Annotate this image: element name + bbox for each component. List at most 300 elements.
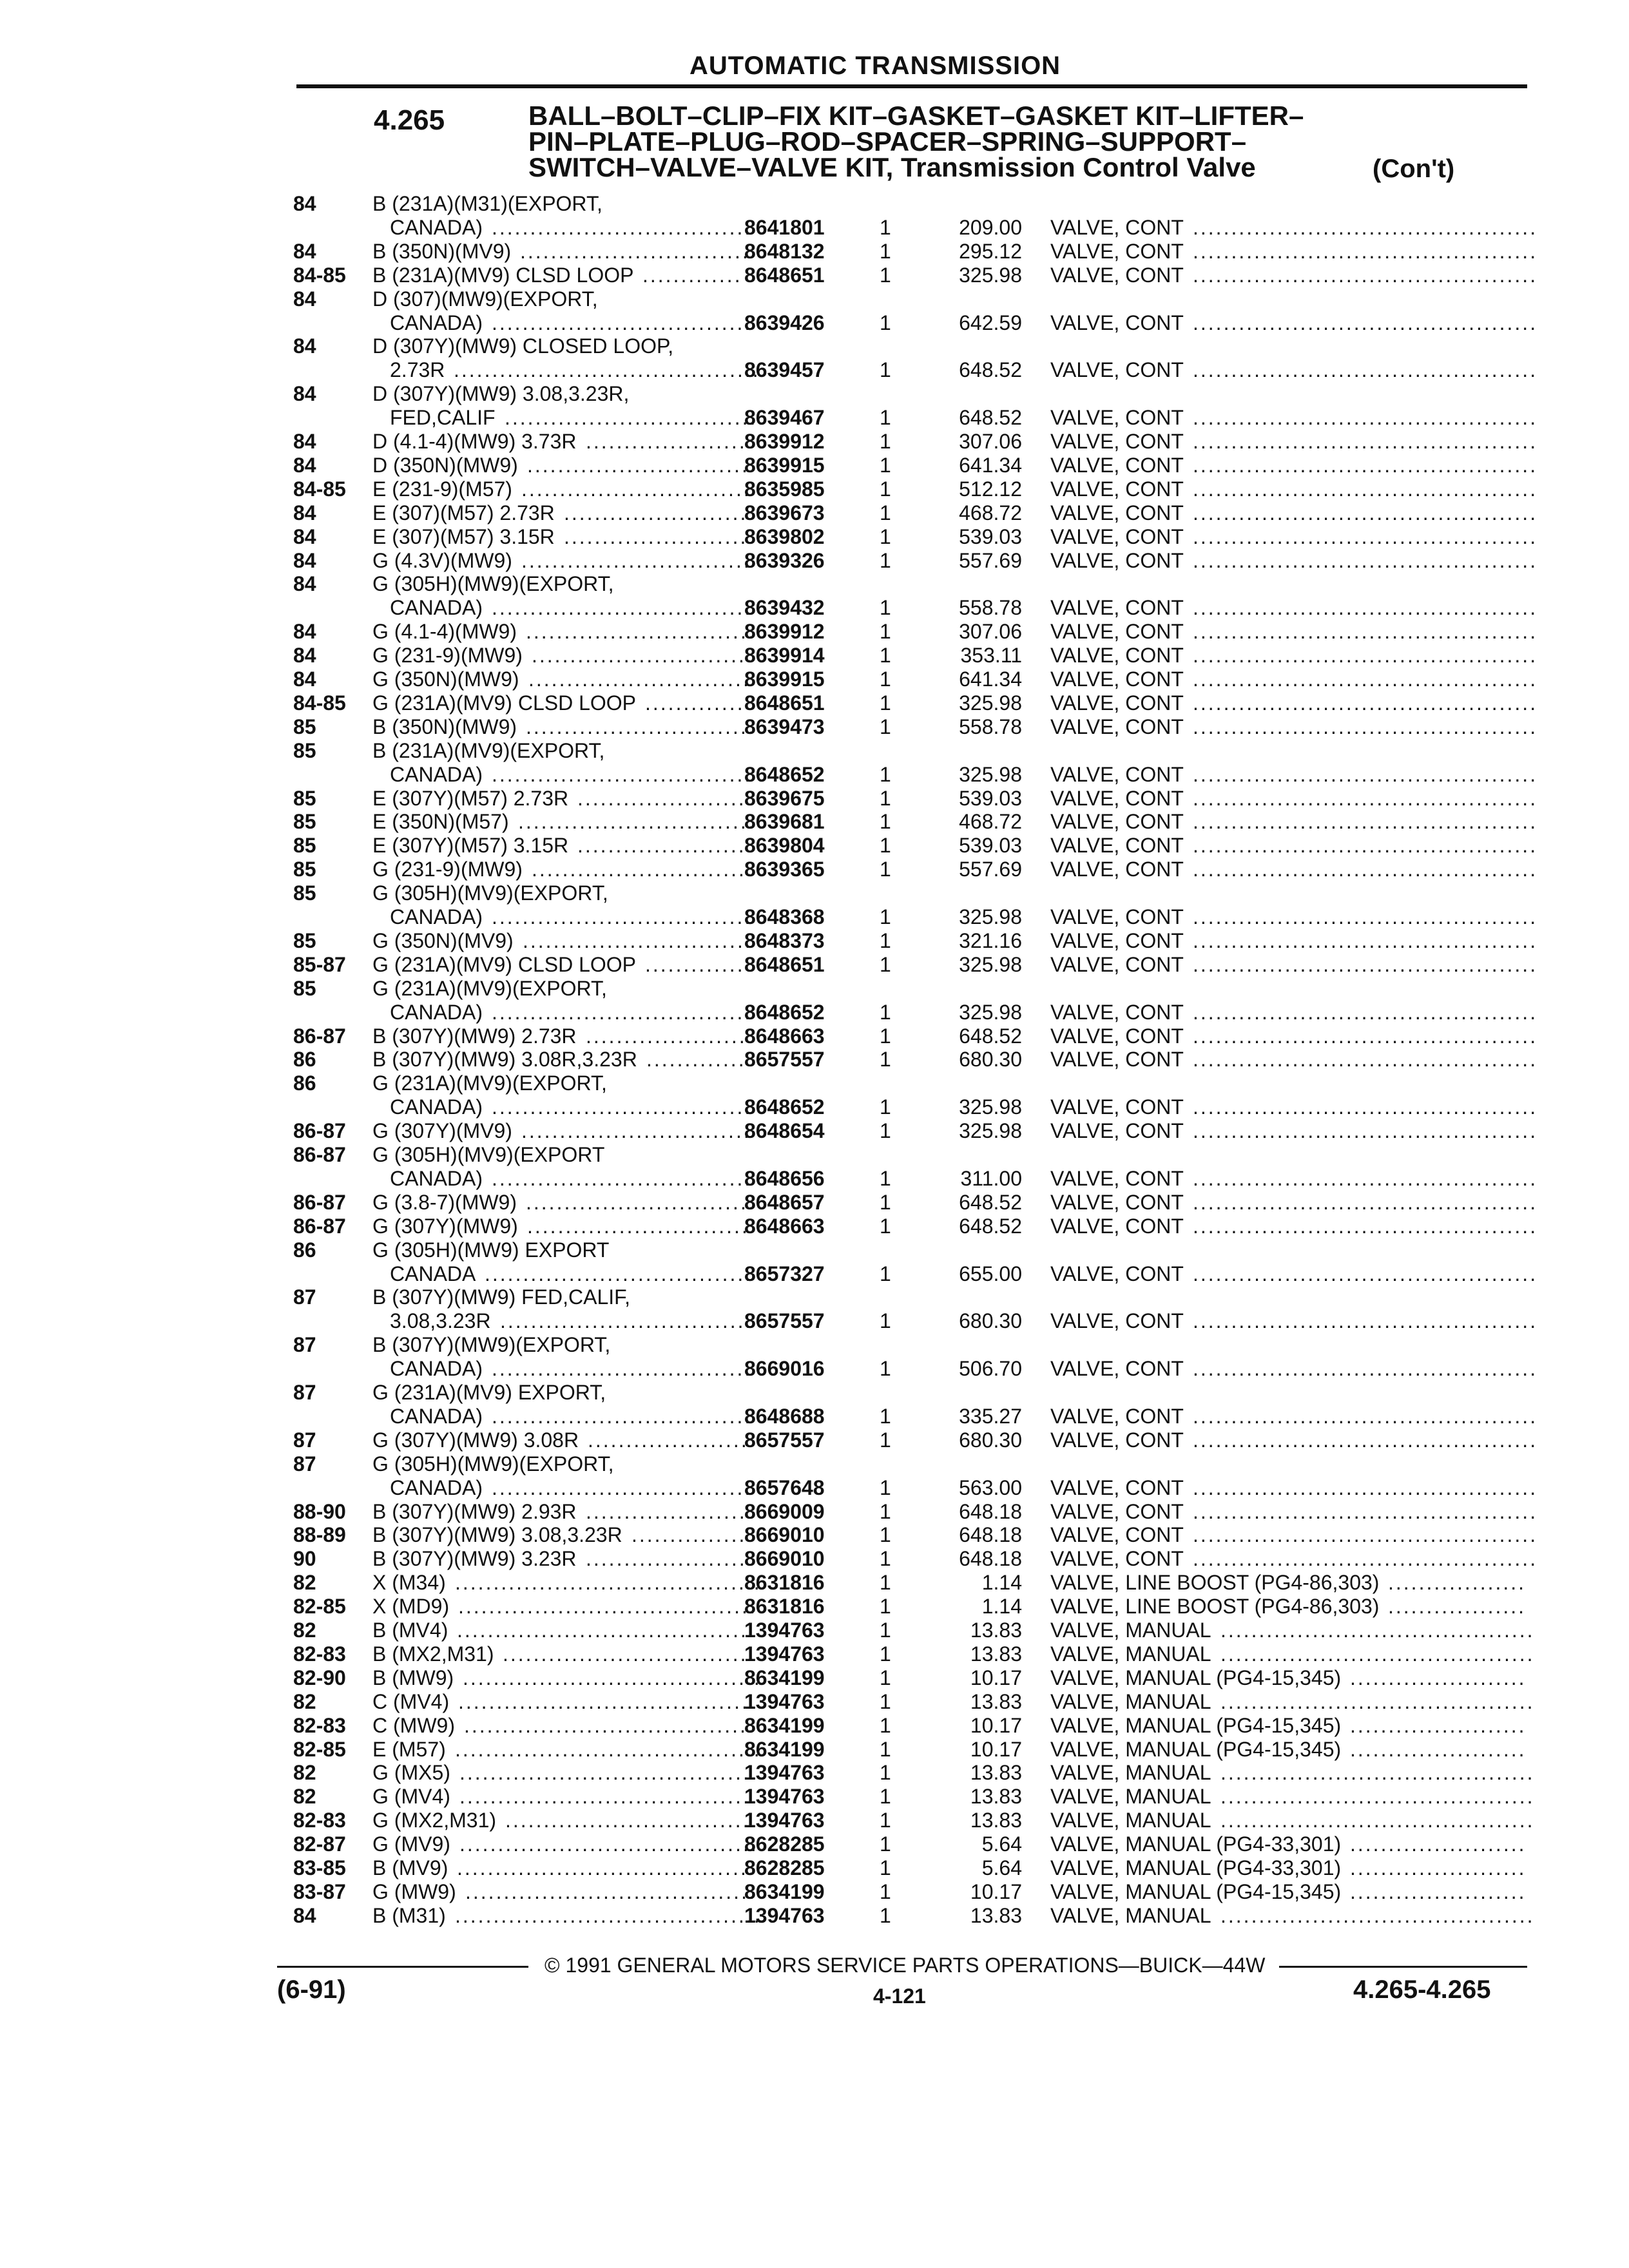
row-part-number: 8635985 [744, 477, 825, 501]
row-part-name: VALVE, CONT [1050, 1214, 1184, 1238]
row-quantity: 1 [880, 1737, 891, 1761]
table-row [0, 216, 1629, 240]
row-part-number: 8639915 [744, 668, 825, 691]
row-part-name: VALVE, MANUAL [1050, 1809, 1211, 1832]
row-quantity: 1 [880, 1903, 891, 1927]
leader-dots: ............................................. [1193, 1499, 1538, 1523]
row-price: 539.03 [959, 834, 1022, 858]
row-part-number: 1394763 [744, 1619, 825, 1642]
row-description: G (3.8-7)(MW9) [372, 1190, 517, 1214]
row-description: D (307)(MW9)(EXPORT, [372, 287, 598, 311]
row-part-number: 8648656 [744, 1166, 825, 1190]
row-part-number: 8648652 [744, 762, 825, 786]
row-year: 84 [293, 501, 316, 524]
row-part-name: VALVE, MANUAL (PG4-33,301) [1050, 1856, 1342, 1879]
table-row [0, 1048, 1629, 1072]
row-description: E (307Y)(M57) 3.15R [372, 834, 569, 858]
row-price: 468.72 [959, 810, 1022, 834]
footer-page-number: 4-121 [873, 1984, 926, 2008]
row-part-name: VALVE, CONT [1050, 644, 1184, 668]
row-description: E (M57) [372, 1737, 446, 1761]
table-row [0, 596, 1629, 620]
row-quantity: 1 [880, 928, 891, 952]
row-price: 648.18 [959, 1547, 1022, 1571]
row-year: 82 [293, 1689, 316, 1713]
leader-dots: ............................................. [1193, 406, 1538, 430]
row-price: 13.83 [970, 1761, 1022, 1785]
row-quantity: 1 [880, 1879, 891, 1903]
leader-dots: ............................. [532, 644, 754, 668]
row-part-number: 8657557 [744, 1309, 825, 1333]
row-part-name: VALVE, CONT [1050, 1428, 1184, 1452]
leader-dots: ....................................... [457, 1856, 756, 1879]
footer-date: (6-91) [277, 1975, 346, 2004]
table-row [0, 929, 1629, 953]
leader-dots: ........................ [564, 501, 748, 524]
row-part-number: 8669010 [744, 1523, 825, 1547]
row-quantity: 1 [880, 311, 891, 334]
row-quantity: 1 [880, 430, 891, 453]
row-part-number: 1394763 [744, 1761, 825, 1785]
leader-dots: ............. [645, 691, 745, 715]
row-part-number: 8648654 [744, 1119, 825, 1143]
table-row [0, 691, 1629, 715]
row-part-name: VALVE, CONT [1050, 1262, 1184, 1285]
footer-section-ref: 4.265-4.265 [1353, 1975, 1491, 2004]
row-year: 82-90 [293, 1666, 346, 1689]
table-row [0, 192, 1629, 216]
leader-dots: .............................. [526, 715, 756, 738]
row-part-number: 8648652 [744, 1000, 825, 1024]
row-description-continued: 2.73R [390, 358, 445, 382]
leader-dots: ............................................. [1193, 810, 1538, 834]
row-quantity: 1 [880, 239, 891, 263]
row-price: 311.00 [960, 1166, 1022, 1190]
leader-dots: ............. [645, 952, 745, 976]
leader-dots: ....................... [1350, 1666, 1527, 1689]
row-part-number: 8648132 [744, 239, 825, 263]
row-year: 84 [293, 239, 316, 263]
row-price: 353.11 [960, 644, 1022, 668]
row-price: 539.03 [959, 786, 1022, 810]
row-part-number: 8639467 [744, 406, 825, 430]
row-part-number: 8669010 [744, 1547, 825, 1571]
row-price: 325.98 [959, 691, 1022, 715]
row-quantity: 1 [880, 1619, 891, 1642]
leader-dots: ............................................. [1193, 644, 1538, 668]
row-part-name: VALVE, MANUAL [1050, 1903, 1211, 1927]
row-quantity: 1 [880, 1785, 891, 1809]
leader-dots: ............. [646, 1048, 746, 1072]
row-description: G (4.1-4)(MW9) [372, 620, 517, 644]
table-row [0, 787, 1629, 811]
leader-dots: ............................................. [1193, 1475, 1538, 1499]
leader-dots: ....................................... [459, 1832, 758, 1856]
section-title [528, 103, 1304, 180]
table-row [0, 810, 1629, 834]
row-part-number: 8669009 [744, 1499, 825, 1523]
row-quantity: 1 [880, 1666, 891, 1689]
leader-dots: ............................................. [1193, 596, 1538, 620]
row-year: 82-85 [293, 1595, 346, 1619]
row-part-name: VALVE, CONT [1050, 1095, 1184, 1119]
row-year: 82 [293, 1571, 316, 1595]
row-description: G (MX5) [372, 1761, 450, 1785]
leader-dots: .............................. [521, 477, 751, 501]
row-year: 85 [293, 810, 316, 834]
row-part-number: 8639473 [744, 715, 825, 738]
row-part-name: VALVE, CONT [1050, 952, 1184, 976]
row-part-number: 8628285 [744, 1856, 825, 1879]
row-description-continued: CANADA) [390, 1357, 483, 1381]
row-price: 648.52 [959, 358, 1022, 382]
row-description: G (MV9) [372, 1832, 450, 1856]
row-price: 13.83 [970, 1642, 1022, 1666]
leader-dots: ............................................. [1193, 477, 1538, 501]
table-row [0, 763, 1629, 787]
leader-dots: ....................... [1350, 1713, 1527, 1737]
row-part-name: VALVE, CONT [1050, 239, 1184, 263]
row-price: 10.17 [970, 1666, 1022, 1689]
row-part-name: VALVE, CONT [1050, 263, 1184, 287]
table-row [0, 644, 1629, 668]
row-quantity: 1 [880, 358, 891, 382]
row-part-number: 8657557 [744, 1428, 825, 1452]
leader-dots: ......................................... [1220, 1642, 1535, 1666]
leader-dots: ............................................. [1193, 263, 1538, 287]
row-quantity: 1 [880, 1309, 891, 1333]
row-part-number: 8657557 [744, 1048, 825, 1072]
row-price: 648.18 [959, 1523, 1022, 1547]
row-description-continued: CANADA) [390, 762, 483, 786]
row-price: 557.69 [959, 548, 1022, 572]
row-price: 563.00 [959, 1475, 1022, 1499]
row-description: D (4.1-4)(MW9) 3.73R [372, 430, 577, 453]
leader-dots: .................................. [492, 1095, 753, 1119]
row-year: 87 [293, 1285, 316, 1309]
footer-rule-left [277, 1966, 528, 1968]
table-row [0, 334, 1629, 358]
leader-dots: ............................................. [1193, 1119, 1538, 1143]
row-description: B (307Y)(MW9) 3.23R [372, 1547, 577, 1571]
row-part-number: 8639326 [744, 548, 825, 572]
row-year: 86-87 [293, 1190, 346, 1214]
table-row [0, 953, 1629, 977]
row-year: 85 [293, 715, 316, 738]
row-price: 5.64 [981, 1832, 1022, 1856]
row-year: 86 [293, 1238, 316, 1262]
leader-dots: ......................................... [1220, 1809, 1535, 1832]
table-row [0, 1595, 1629, 1619]
row-part-name: VALVE, CONT [1050, 358, 1184, 382]
row-part-name: VALVE, CONT [1050, 810, 1184, 834]
table-row [0, 1001, 1629, 1024]
row-quantity: 1 [880, 1689, 891, 1713]
section-title-line-2: PIN–PLATE–PLUG–ROD–SPACER–SPRING–SUPPORT– [528, 126, 1247, 157]
row-description: G (231A)(MV9)(EXPORT, [372, 1072, 607, 1095]
row-part-name: VALVE, CONT [1050, 858, 1184, 881]
table-row [0, 1262, 1629, 1286]
row-description: G (MV4) [372, 1785, 450, 1809]
leader-dots: .................................. [492, 596, 753, 620]
leader-dots: ......................................... [1220, 1761, 1535, 1785]
row-part-name: VALVE, CONT [1050, 1499, 1184, 1523]
table-row [0, 1285, 1629, 1309]
row-price: 335.27 [959, 1404, 1022, 1428]
table-row [0, 1452, 1629, 1476]
row-description-continued: CANADA) [390, 215, 483, 239]
row-part-number: 8648663 [744, 1024, 825, 1048]
row-part-number: 8648657 [744, 1190, 825, 1214]
leader-dots: .................................. [492, 1475, 753, 1499]
row-year: 84 [293, 334, 316, 358]
row-part-number: 8648651 [744, 952, 825, 976]
table-row [0, 1333, 1629, 1357]
leader-dots: ............................. [527, 1214, 749, 1238]
row-price: 307.06 [959, 620, 1022, 644]
leader-dots: ............................................. [1193, 548, 1538, 572]
row-description-continued: CANADA) [390, 311, 483, 334]
row-description: C (MV4) [372, 1689, 450, 1713]
row-year: 86 [293, 1072, 316, 1095]
leader-dots: .................................. [492, 215, 753, 239]
row-description: G (305H)(MW9)(EXPORT, [372, 572, 614, 596]
row-description: B (307Y)(MW9) 2.93R [372, 1499, 577, 1523]
leader-dots: ............................................. [1193, 1214, 1538, 1238]
row-year: 90 [293, 1547, 316, 1571]
leader-dots: ............................................. [1193, 1262, 1538, 1285]
row-quantity: 1 [880, 1428, 891, 1452]
row-part-name: VALVE, CONT [1050, 548, 1184, 572]
leader-dots: ....................................... [457, 1619, 756, 1642]
row-part-number: 8639912 [744, 620, 825, 644]
row-description: G (307Y)(MW9) [372, 1214, 518, 1238]
row-description: E (307Y)(M57) 2.73R [372, 786, 569, 810]
row-price: 325.98 [959, 1119, 1022, 1143]
row-part-name: VALVE, LINE BOOST (PG4-86,303) [1050, 1595, 1380, 1619]
table-row [0, 358, 1629, 382]
table-row [0, 1095, 1629, 1119]
row-year: 84 [293, 644, 316, 668]
row-price: 641.34 [959, 668, 1022, 691]
leader-dots: ....................... [1350, 1879, 1527, 1903]
leader-dots: .............................. [523, 928, 753, 952]
row-description: G (305H)(MW9) EXPORT [372, 1238, 610, 1262]
table-row [0, 1880, 1629, 1904]
row-quantity: 1 [880, 1119, 891, 1143]
row-part-name: VALVE, CONT [1050, 1309, 1184, 1333]
row-description-continued: CANADA) [390, 596, 483, 620]
row-part-name: VALVE, CONT [1050, 715, 1184, 738]
row-price: 325.98 [959, 905, 1022, 928]
row-part-number: 8648368 [744, 905, 825, 928]
row-part-number: 8648688 [744, 1404, 825, 1428]
row-description: G (307Y)(MV9) [372, 1119, 512, 1143]
row-description: X (MD9) [372, 1595, 450, 1619]
table-row [0, 881, 1629, 905]
table-row [0, 311, 1629, 335]
row-price: 13.83 [970, 1689, 1022, 1713]
leader-dots: ............................................. [1193, 1024, 1538, 1048]
row-year: 82-83 [293, 1713, 346, 1737]
row-description: X (M34) [372, 1571, 446, 1595]
leader-dots: .............................. [526, 1190, 756, 1214]
table-row [0, 477, 1629, 501]
row-year: 84 [293, 524, 316, 548]
row-part-name: VALVE, CONT [1050, 311, 1184, 334]
leader-dots: ..................... [586, 430, 747, 453]
table-row [0, 977, 1629, 1001]
leader-dots: .................. [1388, 1595, 1527, 1619]
table-row [0, 1571, 1629, 1595]
leader-dots: ....................................... [459, 1785, 758, 1809]
row-year: 84 [293, 192, 316, 215]
table-row [0, 1500, 1629, 1524]
row-year: 84 [293, 430, 316, 453]
row-year: 86 [293, 1048, 316, 1072]
row-year: 84 [293, 620, 316, 644]
row-part-name: VALVE, CONT [1050, 1547, 1184, 1571]
leader-dots: ............................................. [1193, 1404, 1538, 1428]
row-part-number: 8648663 [744, 1214, 825, 1238]
row-price: 642.59 [959, 311, 1022, 334]
row-year: 82 [293, 1785, 316, 1809]
leader-dots: ............... [631, 1523, 747, 1547]
row-year: 85 [293, 834, 316, 858]
row-part-number: 8639804 [744, 834, 825, 858]
table-row [0, 1167, 1629, 1191]
leader-dots: ............................................. [1193, 668, 1538, 691]
row-description: G (4.3V)(MW9) [372, 548, 512, 572]
row-year: 83-85 [293, 1856, 346, 1879]
row-year: 84 [293, 453, 316, 477]
row-price: 13.83 [970, 1785, 1022, 1809]
row-year: 85 [293, 738, 316, 762]
table-row [0, 668, 1629, 691]
row-part-number: 8657648 [744, 1475, 825, 1499]
table-row [0, 1143, 1629, 1167]
row-quantity: 1 [880, 1832, 891, 1856]
row-part-name: VALVE, CONT [1050, 1475, 1184, 1499]
row-year: 86-87 [293, 1214, 346, 1238]
row-price: 557.69 [959, 858, 1022, 881]
table-row [0, 739, 1629, 763]
row-price: 680.30 [959, 1309, 1022, 1333]
row-part-number: 8639681 [744, 810, 825, 834]
row-year: 84 [293, 382, 316, 406]
row-year: 85 [293, 881, 316, 905]
row-description: B (231A)(MV9)(EXPORT, [372, 738, 605, 762]
row-quantity: 1 [880, 620, 891, 644]
row-description: B (MV4) [372, 1619, 448, 1642]
row-price: 468.72 [959, 501, 1022, 524]
row-description-continued: CANADA) [390, 1166, 483, 1190]
row-year: 84 [293, 287, 316, 311]
row-price: 325.98 [959, 952, 1022, 976]
table-row [0, 1191, 1629, 1215]
row-quantity: 1 [880, 1024, 891, 1048]
row-part-name: VALVE, CONT [1050, 501, 1184, 524]
row-quantity: 1 [880, 1404, 891, 1428]
row-quantity: 1 [880, 1595, 891, 1619]
table-row [0, 1428, 1629, 1452]
leader-dots: ..................... [586, 1499, 747, 1523]
table-row [0, 525, 1629, 549]
row-part-number: 8657327 [744, 1262, 825, 1285]
row-quantity: 1 [880, 1048, 891, 1072]
leader-dots: ....................... [1350, 1856, 1527, 1879]
row-year: 82-83 [293, 1809, 346, 1832]
row-part-name: VALVE, CONT [1050, 430, 1184, 453]
row-quantity: 1 [880, 1523, 891, 1547]
row-part-name: VALVE, MANUAL [1050, 1761, 1211, 1785]
row-part-name: VALVE, CONT [1050, 1523, 1184, 1547]
row-quantity: 1 [880, 1214, 891, 1238]
row-description: G (231A)(MV9) CLSD LOOP [372, 952, 636, 976]
leader-dots: ............................................. [1193, 1190, 1538, 1214]
table-row [0, 858, 1629, 881]
row-quantity: 1 [880, 905, 891, 928]
row-quantity: 1 [880, 596, 891, 620]
row-part-name: VALVE, CONT [1050, 668, 1184, 691]
row-part-number: 8648373 [744, 928, 825, 952]
leader-dots: ............................................. [1193, 858, 1538, 881]
table-row [0, 1642, 1629, 1666]
leader-dots: ............................................. [1193, 905, 1538, 928]
row-part-number: 8639675 [744, 786, 825, 810]
row-price: 506.70 [959, 1357, 1022, 1381]
leader-dots: ............................................. [1193, 786, 1538, 810]
leader-dots: ............................................. [1193, 501, 1538, 524]
leader-dots: .................................. [492, 762, 753, 786]
table-row [0, 1904, 1629, 1928]
row-description: B (MW9) [372, 1666, 454, 1689]
leader-dots: ................................. [505, 406, 758, 430]
leader-dots: ............................................. [1193, 1166, 1538, 1190]
leader-dots: ........................................ [455, 1903, 762, 1927]
leader-dots: .............................. [520, 239, 750, 263]
row-description: D (307Y)(MW9) 3.08,3.23R, [372, 382, 630, 406]
leader-dots: ............................................. [1193, 215, 1538, 239]
leader-dots: ............................................. [1193, 952, 1538, 976]
row-part-number: 1394763 [744, 1903, 825, 1927]
leader-dots: .............................. [521, 548, 751, 572]
page-header-title: AUTOMATIC TRANSMISSION [689, 52, 1061, 80]
row-description-continued: CANADA [390, 1262, 476, 1285]
row-part-number: 8639432 [744, 596, 825, 620]
leader-dots: ............................................. [1193, 1000, 1538, 1024]
row-part-name: VALVE, CONT [1050, 1190, 1184, 1214]
table-row [0, 1523, 1629, 1547]
row-price: 209.00 [959, 215, 1022, 239]
row-price: 13.83 [970, 1903, 1022, 1927]
row-price: 307.06 [959, 430, 1022, 453]
row-price: 325.98 [959, 762, 1022, 786]
row-year: 86-87 [293, 1119, 346, 1143]
row-part-number: 1394763 [744, 1785, 825, 1809]
section-number: 4.265 [374, 104, 445, 136]
row-quantity: 1 [880, 1000, 891, 1024]
row-year: 87 [293, 1381, 316, 1404]
leader-dots: ....................... [1350, 1737, 1527, 1761]
leader-dots: ........................................ [454, 358, 760, 382]
row-part-name: VALVE, MANUAL [1050, 1689, 1211, 1713]
row-description: B (350N)(MV9) [372, 239, 512, 263]
row-description-continued: CANADA) [390, 1000, 483, 1024]
row-part-number: 1394763 [744, 1689, 825, 1713]
row-part-name: VALVE, CONT [1050, 691, 1184, 715]
row-year: 86-87 [293, 1143, 346, 1166]
